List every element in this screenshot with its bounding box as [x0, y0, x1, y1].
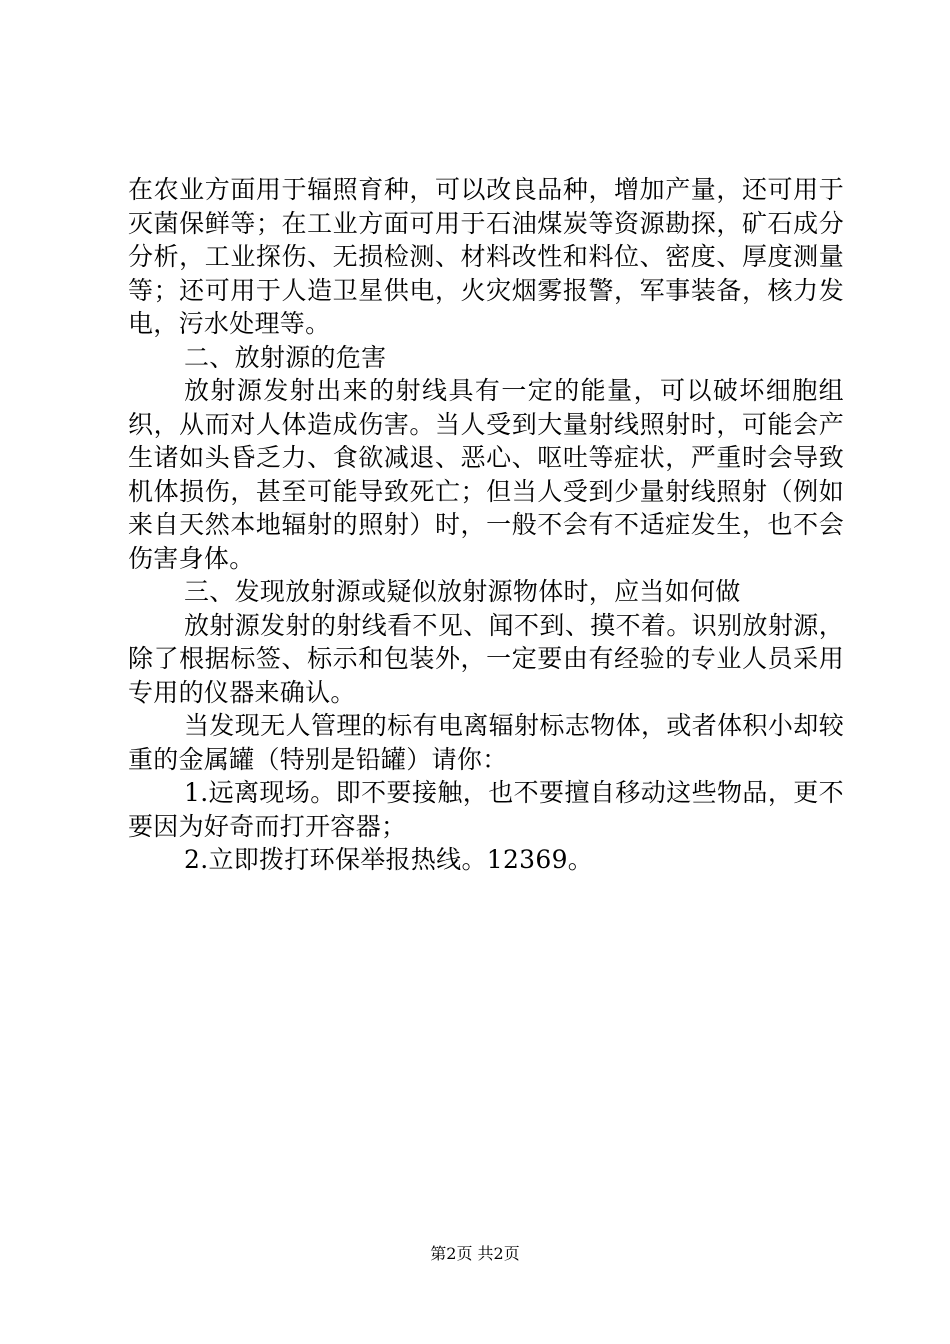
paragraph-hazards: 放射源发射出来的射线具有一定的能量，可以破坏细胞组织，从而对人体造成伤害。当人受到大量射线照射时，可能会产生诸如头昏乏力、食欲减退、恶心、呕吐等症状，严重时会导致机体损伤，甚至可能导致死亡；但当人受到少量射线照射（例如来自天然本地辐射的照射）时，一般不会有不适症发生，也不会伤害身体。 [128, 376, 844, 573]
list-item-call-hotline: 2.立即拨打环保举报热线。12369。 [184, 845, 594, 874]
list-item-stay-away: 1.远离现场。即不要接触，也不要擅自移动这些物品，更不要因为好奇而打开容器； [128, 778, 844, 841]
heading-what-to-do: 三、发现放射源或疑似放射源物体时，应当如何做 [184, 577, 741, 606]
paragraph-when-found: 当发现无人管理的标有电离辐射标志物体，或者体积小却较重的金属罐（特别是铅罐）请你： [128, 711, 844, 774]
paragraph-applications: 在农业方面用于辐照育种，可以改良品种，增加产量，还可用于灭菌保鲜等；在工业方面可用于石油煤炭等资源勘探，矿石成分分析，工业探伤、无损检测、材料改性和料位、密度、厚度测量等；还可用于人造卫星供电，火灾烟雾报警，军事装备，核力发电，污水处理等。 [128, 175, 844, 338]
page-footer: 第2页 共2页 [430, 1244, 520, 1263]
paragraph-identification: 放射源发射的射线看不见、闻不到、摸不着。识别放射源，除了根据标签、标示和包装外，一定要由有经验的专业人员采用专用的仪器来确认。 [128, 610, 844, 707]
heading-hazards: 二、放射源的危害 [184, 342, 387, 372]
document-body [128, 173, 844, 877]
